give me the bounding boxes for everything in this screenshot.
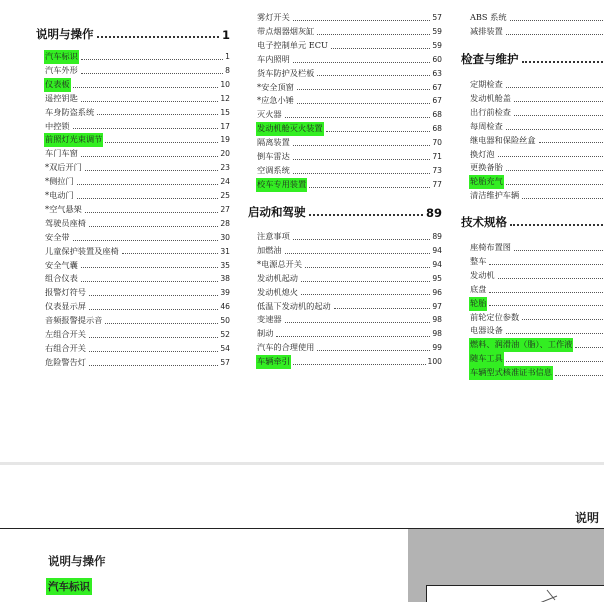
- toc-entry-title: 车辆牵引: [256, 355, 291, 369]
- toc-entry[interactable]: [44, 203, 230, 217]
- toc-entry[interactable]: [44, 147, 230, 161]
- section-title: 说明与操作: [48, 554, 106, 568]
- dot-leader: [522, 61, 604, 63]
- dot-leader: [276, 335, 430, 337]
- toc-entry-page: 63: [432, 68, 442, 78]
- dot-leader: [309, 186, 430, 188]
- toc-entry[interactable]: [469, 120, 604, 134]
- toc-entry-page: 57: [220, 357, 230, 367]
- dot-leader: [498, 277, 604, 279]
- toc-entry-title: 整车: [470, 255, 487, 266]
- toc-entry-title: 驾驶员座椅: [45, 217, 86, 228]
- toc-entry-page: 70: [432, 138, 442, 148]
- toc-entry-title: 校车专用装置: [256, 178, 307, 192]
- dot-leader: [309, 214, 423, 216]
- toc-entry[interactable]: [44, 300, 230, 314]
- toc-entry-page: 68: [432, 110, 442, 120]
- toc-entry-page: 67: [432, 82, 442, 92]
- dot-leader: [77, 197, 219, 199]
- toc-entry[interactable]: [469, 25, 604, 39]
- toc-entry-page: 54: [220, 343, 230, 353]
- toc-entry-title: *应急小锤: [257, 95, 294, 106]
- toc-entry-page: 60: [432, 54, 442, 64]
- toc-entry[interactable]: [256, 327, 442, 341]
- toc-entry-page: 89: [432, 232, 442, 241]
- toc-entry-page: 57: [432, 13, 442, 22]
- toc-entry[interactable]: [256, 286, 442, 300]
- dot-leader: [89, 350, 218, 352]
- dot-leader: [489, 291, 604, 293]
- toc-entry-title: 雾灯开关: [257, 12, 290, 22]
- dot-leader: [89, 308, 218, 310]
- toc-entry-title: 车身防盗系统: [45, 106, 95, 117]
- dot-leader: [293, 19, 431, 21]
- toc-entry-title: *电源总开关: [257, 258, 303, 269]
- toc-entry-title: *电动门: [45, 190, 74, 200]
- toc-entry-title: 座椅布置图: [470, 242, 511, 252]
- toc-entry[interactable]: [44, 272, 230, 286]
- dot-leader: [81, 72, 223, 74]
- toc-entry-page: 98: [432, 329, 442, 339]
- dot-leader: [334, 307, 431, 309]
- dot-leader: [514, 100, 604, 102]
- toc-entry-title: 清洁维护车辆: [470, 190, 520, 201]
- toc-entry[interactable]: [256, 53, 442, 67]
- toc-entry[interactable]: [469, 148, 604, 162]
- toc-entry-page: 77: [432, 179, 442, 189]
- subsection-title: 汽车标识: [46, 578, 92, 595]
- dot-leader: [506, 183, 604, 185]
- toc-entry[interactable]: [44, 286, 230, 300]
- toc-section-specs[interactable]: [461, 210, 604, 230]
- toc-entry-page: 31: [220, 246, 230, 256]
- toc-entry-title: 右组合开关: [45, 342, 86, 353]
- toc-entry[interactable]: [469, 283, 604, 297]
- dot-leader: [539, 141, 604, 143]
- toc-entry[interactable]: [256, 164, 442, 178]
- toc-entry-title: 前轮定位参数: [470, 311, 520, 322]
- dot-leader: [317, 74, 430, 76]
- toc-entry-title: 发动机舱盖: [470, 92, 511, 103]
- dot-leader: [510, 224, 604, 226]
- vehicle-outline-icon: [427, 586, 604, 602]
- toc-entry[interactable]: [44, 217, 230, 231]
- dot-leader: [326, 130, 431, 132]
- dot-leader: [73, 86, 219, 88]
- toc-entry[interactable]: [469, 134, 604, 148]
- toc-entry-title: 电器设备: [470, 325, 503, 336]
- dot-leader: [514, 249, 604, 251]
- toc-entry-title: 轮胎: [469, 297, 487, 311]
- toc-entry-page: 95: [432, 273, 442, 283]
- toc-entry-page: 46: [220, 302, 230, 312]
- toc-entry-title: 灭火器: [257, 109, 282, 120]
- toc-entry[interactable]: [44, 231, 230, 245]
- toc-entry[interactable]: [44, 106, 230, 120]
- toc-entry[interactable]: [44, 314, 230, 328]
- dot-leader: [506, 33, 604, 35]
- toc-entry[interactable]: [256, 244, 442, 258]
- dot-leader: [514, 114, 604, 116]
- toc-entry-title: 变速器: [257, 314, 282, 325]
- dot-leader: [97, 36, 219, 38]
- toc-entry-page: 12: [220, 93, 230, 103]
- toc-entry-title: 汽车标识: [44, 50, 79, 64]
- toc-entry[interactable]: [44, 92, 230, 106]
- dot-leader: [81, 155, 219, 157]
- toc-entry-page: 15: [220, 107, 230, 117]
- toc-entry[interactable]: [469, 78, 604, 92]
- dot-leader: [293, 238, 431, 240]
- dot-leader: [85, 169, 218, 171]
- dot-leader: [81, 280, 219, 282]
- toc-entry[interactable]: [469, 352, 604, 366]
- toc-entry-page: 38: [220, 274, 230, 284]
- toc-entry[interactable]: [469, 241, 604, 255]
- toc-entry-page: 19: [220, 135, 230, 145]
- toc-entry[interactable]: [256, 341, 442, 355]
- dot-leader: [85, 211, 218, 213]
- toc-entry-title: 发动机: [470, 269, 495, 280]
- toc-entry-page: 94: [432, 245, 442, 255]
- toc-entry[interactable]: [256, 230, 442, 244]
- toc-entry-title: 燃料、润滑油（脂）、工作液: [469, 338, 573, 352]
- dot-leader: [305, 266, 430, 268]
- toc-section-title: 技术规格: [461, 215, 507, 229]
- toc-entry-title: ABS 系统: [470, 12, 507, 22]
- dot-leader: [105, 322, 218, 324]
- dot-leader: [81, 58, 223, 60]
- dot-leader: [555, 374, 604, 376]
- dot-leader: [81, 100, 219, 102]
- toc-section-page: 1: [221, 28, 230, 42]
- toc-entry[interactable]: [256, 258, 442, 272]
- illustration-panel: [408, 529, 604, 602]
- dot-leader: [489, 304, 604, 306]
- dot-leader: [97, 113, 218, 115]
- toc-entry-page: 1: [225, 52, 230, 61]
- toc-entry[interactable]: [469, 269, 604, 283]
- dot-leader: [77, 183, 219, 185]
- toc-entry-title: 隔离装置: [257, 137, 290, 148]
- toc-entry[interactable]: [469, 255, 604, 269]
- dot-leader: [285, 321, 431, 323]
- toc-entry[interactable]: [256, 355, 442, 369]
- toc-entry-page: 30: [220, 232, 230, 242]
- toc-entry[interactable]: [44, 356, 230, 370]
- toc-entry-page: 97: [432, 301, 442, 311]
- toc-section-title: 检查与维护: [461, 52, 519, 66]
- toc-entry-title: 车辆型式核准证书信息: [469, 366, 553, 380]
- dot-leader: [285, 252, 431, 254]
- dot-leader: [293, 172, 431, 174]
- toc-entry-title: 车门车窗: [45, 148, 78, 159]
- toc-entry[interactable]: [256, 25, 442, 39]
- dot-leader: [293, 363, 426, 365]
- dot-leader: [489, 263, 604, 265]
- dot-leader: [73, 239, 219, 241]
- toc-entry-title: 每周检查: [470, 120, 503, 131]
- toc-entry[interactable]: [44, 78, 230, 92]
- toc-entry-title: 发动机起动: [257, 272, 298, 283]
- toc-entry-page: 100: [427, 357, 442, 367]
- toc-entry-title: *空气悬架: [45, 203, 82, 214]
- dot-leader: [293, 61, 431, 63]
- toc-entry[interactable]: [44, 133, 230, 147]
- toc-entry-page: 67: [432, 96, 442, 106]
- toc-entry[interactable]: [256, 313, 442, 327]
- dot-leader: [73, 127, 219, 129]
- toc-entry-title: 倒车雷达: [257, 151, 290, 161]
- toc-entry[interactable]: [469, 189, 604, 203]
- dot-leader: [331, 47, 430, 49]
- toc-entry-page: 71: [432, 152, 442, 161]
- toc-entry-page: 35: [220, 260, 230, 270]
- toc-entry[interactable]: [256, 81, 442, 95]
- toc-entry-page: 68: [432, 124, 442, 134]
- toc-entry-title: 音频报警提示音: [45, 315, 103, 326]
- dot-leader: [293, 144, 431, 146]
- toc-entry[interactable]: [469, 92, 604, 106]
- toc-entry[interactable]: [256, 39, 442, 53]
- running-header: 说明: [575, 511, 600, 525]
- dot-leader: [522, 197, 604, 199]
- toc-section-operation[interactable]: [36, 22, 230, 42]
- toc-entry-page: 59: [432, 40, 442, 50]
- toc-entry[interactable]: [44, 245, 230, 259]
- toc-entry-title: 继电器和保险丝盒: [470, 134, 536, 145]
- toc-entry[interactable]: [44, 259, 230, 273]
- toc-entry-title: 前照灯光束调节: [44, 133, 103, 147]
- toc-section-title: 启动和驾驶: [248, 205, 306, 219]
- toc-entry-page: 39: [220, 288, 230, 298]
- toc-entry[interactable]: [44, 120, 230, 134]
- toc-entry-page: 50: [220, 316, 230, 326]
- toc-entry-title: 出行前检查: [470, 106, 511, 117]
- toc-entry-title: *双后开门: [45, 162, 82, 173]
- toc-entry[interactable]: [256, 178, 442, 192]
- toc-entry-page: 99: [432, 343, 442, 353]
- toc-entry-title: 报警灯符号: [45, 287, 86, 298]
- next-page: [0, 465, 604, 602]
- dot-leader: [89, 225, 218, 227]
- toc-entry-page: 27: [220, 204, 230, 214]
- toc-entry-title: 汽车外形: [45, 64, 78, 75]
- toc-entry-title: 遥控钥匙: [45, 92, 78, 103]
- toc-entry[interactable]: [469, 324, 604, 338]
- toc-entry[interactable]: [256, 67, 442, 81]
- dot-leader: [297, 88, 430, 90]
- toc-entry-title: 低温下发动机的起动: [257, 300, 331, 311]
- toc-entry[interactable]: [44, 64, 230, 78]
- toc-entry-page: 73: [432, 165, 442, 175]
- toc-entry-title: 安全带: [45, 231, 70, 242]
- toc-entry-title: 轮胎充气: [469, 175, 504, 189]
- dot-leader: [285, 116, 431, 118]
- toc-entry[interactable]: [44, 328, 230, 342]
- toc-entry-title: 组合仪表: [45, 273, 78, 284]
- toc-entry-title: 空调系统: [257, 164, 290, 175]
- toc-entry-title: 带点烟器烟灰缸: [257, 25, 315, 36]
- toc-entry-page: 25: [220, 191, 230, 200]
- dot-leader: [105, 141, 218, 143]
- toc-entry-title: 换灯泡: [470, 148, 495, 159]
- toc-entry[interactable]: [256, 94, 442, 108]
- dot-leader: [301, 293, 430, 295]
- toc-entry-title: 发动机熄火: [257, 286, 298, 297]
- toc-entry-page: 28: [220, 218, 230, 228]
- toc-entry[interactable]: [44, 342, 230, 356]
- toc-entry-title: 随车工具: [469, 352, 504, 366]
- toc-entry-title: *安全顶窗: [257, 81, 294, 92]
- toc-entry[interactable]: [469, 311, 604, 325]
- toc-entry-title: 货车防护及栏板: [257, 67, 315, 78]
- toc-entry[interactable]: [256, 272, 442, 286]
- toc-entry[interactable]: [469, 175, 604, 189]
- toc-entry-title: 发动机舱灭火装置: [256, 122, 324, 136]
- toc-entry-title: 安全气囊: [45, 259, 78, 270]
- toc-entry-title: 定期检查: [470, 79, 503, 89]
- toc-section-driving[interactable]: [248, 200, 442, 220]
- toc-entry-title: 汽车的合理使用: [257, 342, 315, 353]
- dot-leader: [506, 360, 604, 362]
- dot-leader: [317, 33, 430, 35]
- vehicle-illustration: [426, 585, 604, 602]
- toc-section-title: 说明与操作: [36, 27, 94, 41]
- toc-entry-title: 仪表显示屏: [45, 301, 86, 312]
- toc-entry[interactable]: [469, 338, 604, 352]
- toc-entry-page: 10: [220, 79, 230, 89]
- toc-entry-title: 左组合开关: [45, 329, 86, 339]
- dot-leader: [293, 158, 431, 160]
- toc-entry-title: *侧拉门: [45, 176, 74, 187]
- dot-leader: [301, 280, 430, 282]
- dot-leader: [510, 19, 604, 21]
- toc-entry-title: 底盘: [470, 283, 487, 294]
- toc-entry[interactable]: [44, 50, 230, 64]
- toc-entry[interactable]: [256, 122, 442, 136]
- toc-entry[interactable]: [469, 297, 604, 311]
- toc-entry-title: 加燃油: [257, 244, 282, 255]
- toc-entry[interactable]: [469, 161, 604, 175]
- dot-leader: [522, 318, 604, 320]
- toc-entry-page: 59: [432, 26, 442, 36]
- dot-leader: [89, 364, 218, 366]
- toc-entry[interactable]: [256, 150, 442, 164]
- toc-section-page: 89: [425, 206, 442, 220]
- toc-entry-title: 危险警告灯: [45, 356, 86, 367]
- dot-leader: [81, 266, 219, 268]
- toc-entry-page: 94: [432, 259, 442, 269]
- dot-leader: [506, 332, 604, 334]
- toc-entry[interactable]: [256, 136, 442, 150]
- toc-entry-page: 98: [432, 315, 442, 325]
- dot-leader: [575, 346, 604, 348]
- toc-entry-title: 制动: [257, 328, 274, 339]
- toc-section-maintenance[interactable]: [461, 47, 604, 67]
- toc-entry[interactable]: [256, 108, 442, 122]
- toc-entry-page: 23: [220, 163, 230, 173]
- dot-leader: [317, 349, 430, 351]
- toc-entry-title: 车内照明: [257, 53, 290, 64]
- toc-entry[interactable]: [44, 161, 230, 175]
- toc-entry-page: 24: [220, 177, 230, 187]
- toc-entry-title: 儿童保护装置及座椅: [45, 245, 119, 256]
- toc-entry-page: 20: [220, 149, 230, 159]
- dot-leader: [89, 336, 218, 338]
- toc-entry[interactable]: [44, 189, 230, 203]
- dot-leader: [506, 169, 604, 171]
- toc-entry-title: 仪表板: [44, 78, 71, 92]
- dot-leader: [498, 155, 604, 157]
- toc-entry-page: 52: [220, 330, 230, 339]
- toc-entry[interactable]: [469, 11, 604, 25]
- toc-entry-title: 减排装置: [470, 25, 503, 36]
- toc-entry-title: 电子控制单元 ECU: [257, 39, 328, 50]
- toc-entry[interactable]: [44, 175, 230, 189]
- toc-entry-title: 中控锁: [45, 120, 70, 131]
- toc-entry-page: 8: [225, 65, 230, 75]
- toc-entry-page: 17: [220, 121, 230, 131]
- dot-leader: [122, 252, 219, 254]
- dot-leader: [89, 294, 218, 296]
- dot-leader: [297, 102, 430, 104]
- toc-entry[interactable]: [256, 300, 442, 314]
- toc-entry[interactable]: [256, 11, 442, 25]
- toc-entry[interactable]: [469, 106, 604, 120]
- dot-leader: [506, 128, 604, 130]
- toc-entry-page: 96: [432, 287, 442, 297]
- toc-entry[interactable]: [469, 366, 604, 380]
- toc-entry-title: 更换备胎: [470, 162, 503, 173]
- toc-entry-title: 注意事项: [257, 231, 290, 241]
- dot-leader: [506, 86, 604, 88]
